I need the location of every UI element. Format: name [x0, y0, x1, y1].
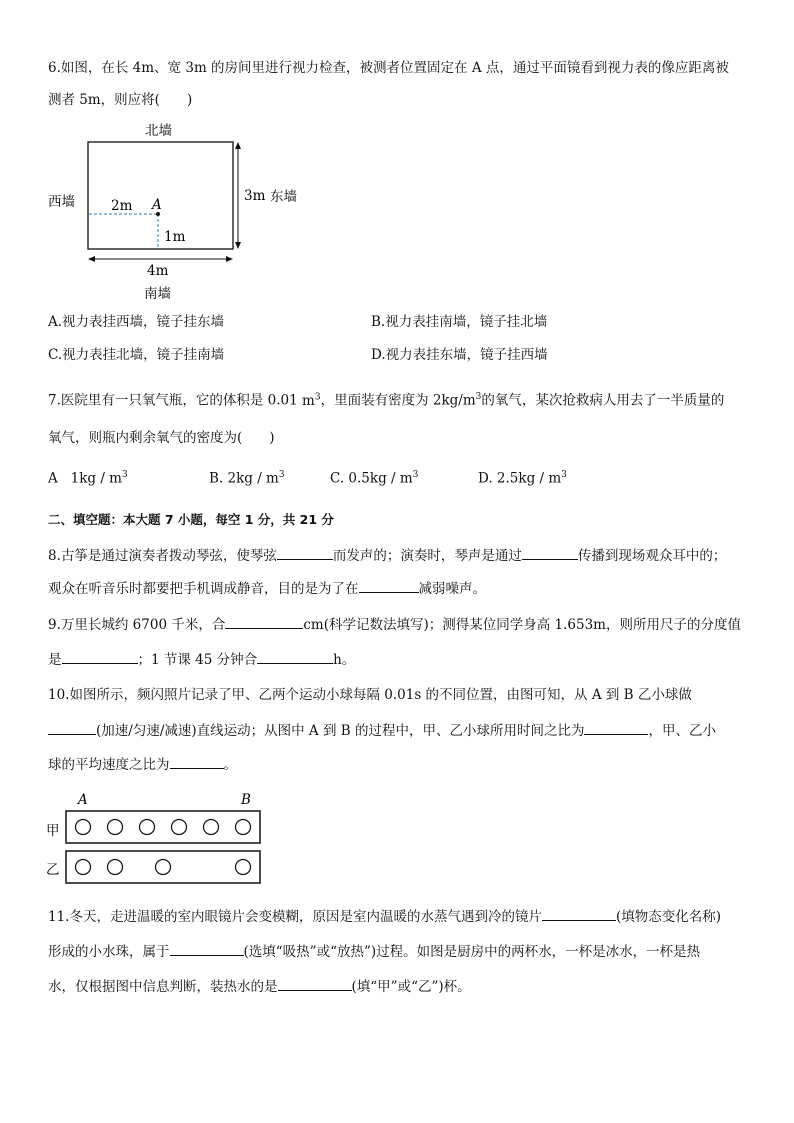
section-title: 二、填空题：本大题 7 小题，每空 1 分，共 21 分: [48, 512, 334, 527]
q6-line1: 6.如图，在长 4m、宽 3m 的房间里进行视力检查，被测者位置固定在 A 点，通过平面镜看到视力表的像应距离被: [48, 60, 729, 76]
q8-line2: 观众在听音乐时都要把手机调成静音，目的是为了在 减弱噪声。: [48, 578, 486, 599]
q9-blank-1[interactable]: [225, 614, 303, 629]
jia-ball: [108, 820, 123, 835]
q9-blank-2[interactable]: [62, 649, 138, 664]
east-wall-label: 东墙: [270, 189, 297, 205]
yi-ball: [76, 860, 91, 875]
height-arrow-bottom: [235, 242, 241, 249]
q6-option-b: B.视力表挂南墙，镜子挂北墙: [371, 314, 548, 330]
row-jia-label: 甲: [46, 823, 60, 839]
q7-unit-volume: $m^3$: [302, 392, 321, 409]
q6-option-c: C.视力表挂北墙，镜子挂南墙: [48, 347, 225, 363]
q6-line2: 测者 5m，则应将( ): [48, 92, 193, 108]
q7-text-b: ，里面装有密度为 2kg/m: [320, 392, 476, 409]
width-arrow-right: [226, 256, 233, 262]
row-jia-balls: [76, 820, 251, 835]
q9-line2: 是 ；1 节课 45 分钟合 h。: [48, 649, 355, 670]
height-label: 3m: [244, 188, 266, 204]
room-outline: [88, 142, 233, 249]
jia-ball: [76, 820, 91, 835]
yi-ball: [156, 860, 171, 875]
q10-blank-1[interactable]: [48, 720, 96, 735]
q7-option-d: D. $2.5kg / m^3$: [478, 470, 567, 487]
q11-line1: 11.冬天，走进温暖的室内眼镜片会变模糊，原因是室内温暖的水蒸气遇到冷的镜片 (填物态变化名称): [48, 906, 721, 927]
dist-west-label: 2m: [111, 198, 133, 214]
q11-line2: 形成的小水珠，属于 (选填“吸热”或“放热”)过程。如图是厨房中的两杯水，一杯是冰水，一杯是热: [48, 941, 700, 962]
jia-ball: [236, 820, 251, 835]
q8-blank-3[interactable]: [359, 578, 419, 593]
q10-blank-3[interactable]: [170, 754, 224, 769]
q8-line1: 8.古筝是通过演奏者拨动琴弦，使琴弦 而发声的；演奏时，琴声是通过 传播到现场观众耳中的；: [48, 545, 726, 566]
q9-blank-3[interactable]: [257, 649, 333, 664]
q10-line1: 10.如图所示，频闪照片记录了甲、乙两个运动小球每隔 0.01s 的不同位置，由图可知，从 A 到 B 乙小球做: [48, 687, 692, 703]
q7-option-c: C. $0.5kg / m^3$: [330, 470, 419, 487]
q11-blank-3[interactable]: [278, 976, 352, 991]
yi-ball: [236, 860, 251, 875]
q9-line1: 9.万里长城约 6700 千米，合 cm(科学记数法填写)；测得某位同学身高 1.653m，则所用尺子的分度值: [48, 614, 741, 635]
q8-blank-2[interactable]: [522, 545, 578, 560]
width-label: 4m: [147, 263, 169, 279]
q6-option-a: A.视力表挂西墙，镜子挂东墙: [48, 314, 225, 330]
q7-sup-density: 3: [475, 392, 482, 402]
q10-blank-2[interactable]: [584, 720, 648, 735]
q7-line2: 氧气，则瓶内剩余氧气的密度为( ): [48, 430, 275, 446]
width-arrow-left: [88, 256, 95, 262]
label-a: A: [78, 792, 88, 808]
row-yi-frame: [66, 851, 260, 883]
q10-line3: 球的平均速度之比为 。: [48, 754, 237, 775]
q7-line1: [48, 387, 724, 411]
q7-option-b: B. $2kg / m^3$: [209, 470, 285, 487]
jia-ball: [140, 820, 155, 835]
point-a-label: A: [152, 197, 162, 213]
jia-ball: [172, 820, 187, 835]
q7-text-a: 7.医院里有一只氧气瓶，它的体积是 0.01: [48, 392, 298, 409]
q7-text-c: 的氧气，某次抢救病人用去了一半质量的: [481, 392, 725, 409]
q7-option-a: A $1kg / m^3$: [48, 470, 128, 487]
q11-blank-2[interactable]: [170, 941, 244, 956]
jia-ball: [204, 820, 219, 835]
south-wall-label: 南墙: [144, 286, 171, 302]
q10-line2: (加速/匀速/减速)直线运动；从图中 A 到 B 的过程中，甲、乙小球所用时间之比为 ，甲、乙小: [48, 720, 716, 741]
q8-blank-1[interactable]: [277, 545, 333, 560]
north-wall-label: 北墙: [145, 123, 172, 139]
row-yi-balls: [76, 860, 251, 875]
q11-blank-1[interactable]: [542, 906, 616, 921]
row-jia-frame: [66, 811, 260, 843]
q11-line3: 水，仅根据图中信息判断，装热水的是 (填“甲”或“乙”)杯。: [48, 976, 471, 997]
label-b: B: [241, 792, 251, 808]
stroboscope-diagram: [44, 790, 274, 890]
q6-option-d: D.视力表挂东墙，镜子挂西墙: [371, 347, 548, 363]
row-yi-label: 乙: [46, 862, 60, 878]
dist-south-label: 1m: [164, 229, 186, 245]
yi-ball: [108, 860, 123, 875]
west-wall-label: 西墙: [48, 194, 75, 210]
room-diagram: [40, 118, 320, 303]
height-arrow-top: [235, 142, 241, 149]
